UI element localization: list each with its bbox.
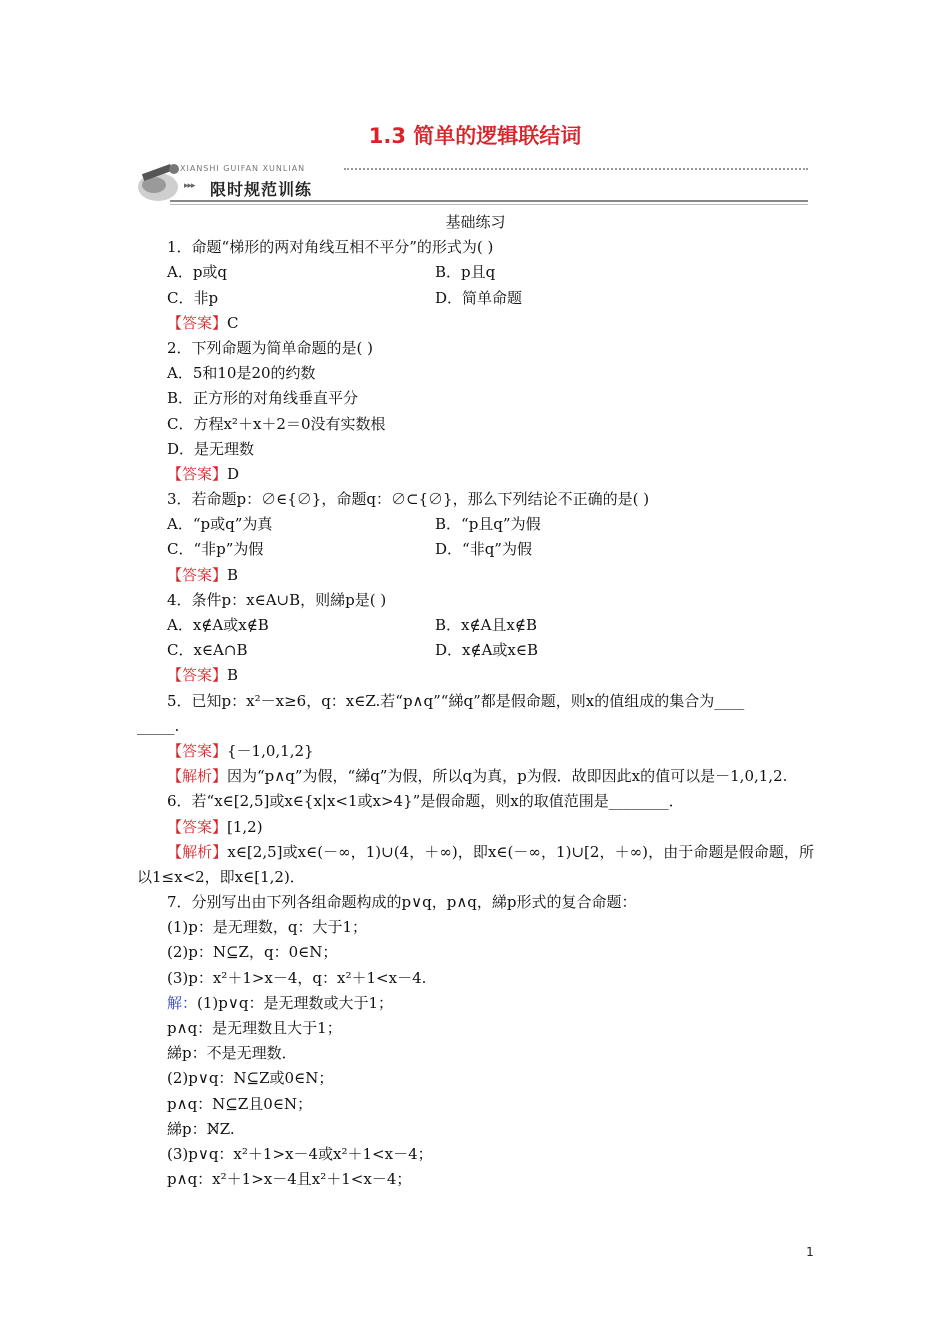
banner-title: 限时规范训练 xyxy=(210,180,313,199)
options-row xyxy=(137,260,814,285)
answer-value: [1,2) xyxy=(227,817,263,836)
solution-line: (2)p∨q：N⊆Z或0∈N； xyxy=(167,1069,334,1088)
options-row xyxy=(137,638,814,663)
options-row xyxy=(137,613,814,638)
analysis-paragraph xyxy=(137,840,814,890)
banner-rule-thin xyxy=(170,204,808,205)
banner-pinyin: XIANSHI GUIFAN XUNLIAN xyxy=(180,164,306,173)
answer-line xyxy=(137,663,814,688)
answer-label: 【答案】 xyxy=(167,565,228,584)
solution-line: 綈p：N̸Z. xyxy=(167,1119,235,1138)
answer-value: {－1,0,1,2} xyxy=(227,741,314,760)
answer-value: B xyxy=(227,565,239,584)
question-4: 4．条件p：x∈A∪B，则綈p是( ) xyxy=(167,590,387,609)
answer-line xyxy=(137,563,814,588)
solution-line: 綈p：不是无理数． xyxy=(167,1044,297,1063)
question-3: 3．若命题p：∅∈{∅}，命题q：∅⊂{∅}，那么下列结论不正确的是( ) xyxy=(167,490,650,509)
options-row xyxy=(137,512,814,537)
options-row xyxy=(137,537,814,562)
option-b: B．“p且q”为假 xyxy=(435,515,541,534)
question-6: 6．若“x∈[2,5]或x∈{x|x<1或x>4}”是假命题，则x的取值范围是________． xyxy=(167,792,684,811)
answer-label: 【答案】 xyxy=(167,666,228,685)
option-d: D．是无理数 xyxy=(167,439,255,458)
exercise-body xyxy=(137,210,814,1192)
option-a: A．x∉A或x∉B xyxy=(167,616,269,634)
banner-rule xyxy=(170,200,808,202)
options-row xyxy=(137,286,814,311)
option-d: D．“非q”为假 xyxy=(435,540,532,559)
section-heading: 基础练习 xyxy=(445,213,506,231)
analysis-text: 因为“p∧q”为假，“綈q”为假，所以q为真，p为假．故即因此x的值可以是－1,0,1,2. xyxy=(227,767,788,786)
option-b: B．x∉A且x∉B xyxy=(435,616,538,634)
answer-line xyxy=(137,462,814,487)
solution-label: 解： xyxy=(167,993,198,1012)
answer-line xyxy=(137,311,814,336)
analysis-label: 【解析】 xyxy=(167,767,228,786)
option-c: C．“非p”为假 xyxy=(167,540,264,559)
answer-value: D xyxy=(227,464,240,483)
answer-label: 【答案】 xyxy=(167,464,228,483)
sub-question: (3)p：x²＋1>x－4，q：x²＋1<x－4. xyxy=(167,968,427,987)
option-b: B．p且q xyxy=(435,263,496,282)
option-c: C．x∈A∩B xyxy=(167,641,248,660)
section-banner xyxy=(134,157,808,207)
solution-text: (1)p∨q：是无理数或大于1； xyxy=(197,993,393,1012)
arrow-icon: ▸▸▸ xyxy=(184,181,195,191)
question-5: 5．已知p：x²－x≥6，q：x∈Z.若“p∧q”“綈q”都是假命题，则x的值组成的集合为____ xyxy=(167,691,745,710)
option-d: D．x∉A或x∈B xyxy=(435,641,539,660)
option-a: A．p或q xyxy=(167,263,228,282)
question-2: 2．下列命题为简单命题的是( ) xyxy=(167,338,374,357)
answer-line xyxy=(137,739,814,764)
option-d: D．简单命题 xyxy=(435,288,523,307)
answer-label: 【答案】 xyxy=(167,313,228,332)
answer-value: B xyxy=(227,666,239,685)
option-c: C．方程x²＋x＋2＝0没有实数根 xyxy=(167,414,386,433)
option-a: A．5和10是20的约数 xyxy=(167,364,316,383)
question-1: 1．命题“梯形的两对角线互相不平分”的形式为( ) xyxy=(167,238,494,257)
analysis-paragraph xyxy=(137,764,814,789)
sub-question: (1)p：是无理数，q：大于1； xyxy=(167,918,367,937)
banner-dotted-rule xyxy=(344,168,808,170)
solution-line: p∧q：x²＋1>x－4且x²＋1<x－4； xyxy=(167,1170,412,1189)
answer-label: 【答案】 xyxy=(167,817,228,836)
analysis-label: 【解析】 xyxy=(167,842,228,861)
solution-line: p∧q：N⊆Z且0∈N； xyxy=(167,1094,313,1113)
answer-value: C xyxy=(227,313,239,332)
question-5-cont: _____. xyxy=(137,716,180,735)
option-a: A．“p或q”为真 xyxy=(167,515,273,534)
answer-line xyxy=(137,815,814,840)
page-title: 1.3 简单的逻辑联结词 xyxy=(368,124,582,148)
solution-line: p∧q：是无理数且大于1； xyxy=(167,1019,342,1038)
sub-question: (2)p：N⊆Z，q：0∈N； xyxy=(167,943,338,962)
answer-label: 【答案】 xyxy=(167,741,228,760)
question-7: 7．分别写出由下列各组命题构成的p∨q，p∧q，綈p形式的复合命题： xyxy=(167,893,637,912)
page-number: 1 xyxy=(806,1245,814,1259)
option-c: C．非p xyxy=(167,288,219,307)
option-b: B．正方形的对角线垂直平分 xyxy=(167,389,359,408)
solution-line xyxy=(137,991,814,1016)
analysis-text: x∈[2,5]或x∈(－∞，1)∪(4，＋∞)，即x∈(－∞，1)∪[2，＋∞)，由于命题是假命题，所以1≤x<2，即x∈[1,2)． xyxy=(137,842,814,886)
solution-line: (3)p∨q：x²＋1>x－4或x²＋1<x－4； xyxy=(167,1144,433,1163)
